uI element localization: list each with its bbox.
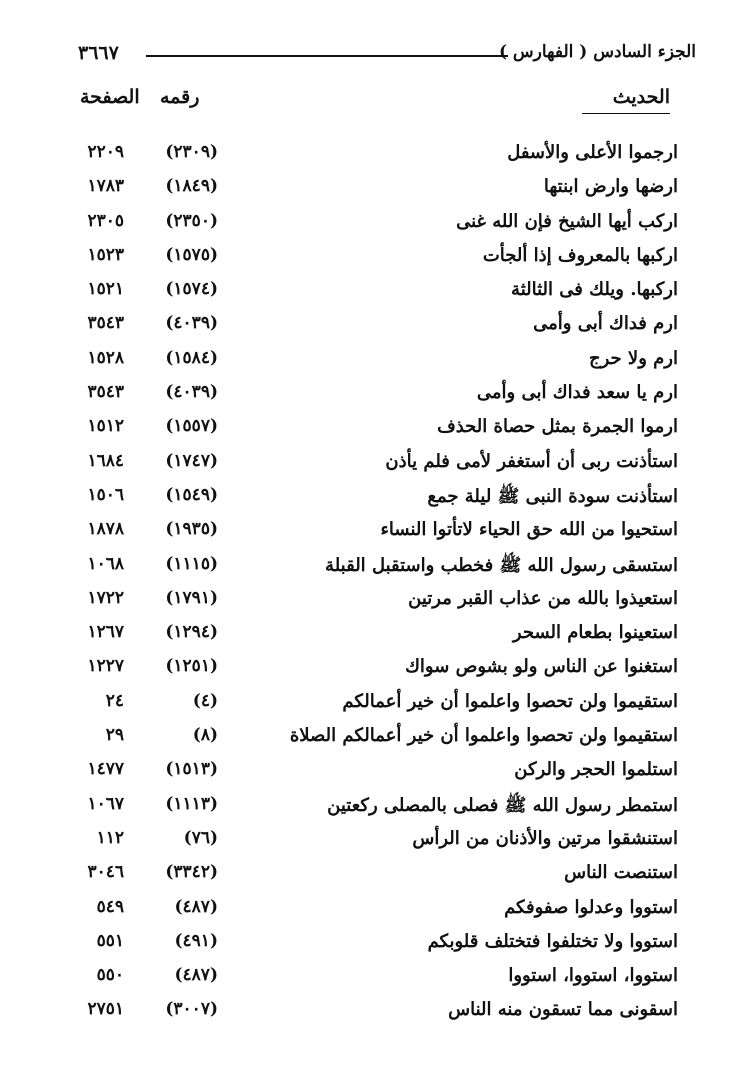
page-reference: ٥٥١ [96,930,124,951]
hadith-number: (٤٩١) [174,930,218,951]
page-reference: ١٥٢٨ [87,347,124,368]
hadith-text: ارموا الجمرة بمثل حصاة الحذف [437,416,678,438]
hadith-number: (١٩٣٥) [165,519,218,540]
hadith-text: استعينوا بطعام السحر [512,622,678,644]
page-reference: ٢٢٠٩ [87,142,124,162]
hadith-text: اركبها. ويلك فى الثالثة [511,279,678,301]
index-entry-row [0,584,754,618]
index-entry-row [0,447,754,481]
volume-title: الجزء السادس ( الفهارس ) [498,42,696,62]
column-heading-page: الصفحة [80,86,140,108]
hadith-number: (١٥٤٩) [165,484,218,505]
index-entry-row [0,721,754,755]
hadith-number: (١٥٥٧) [165,416,218,437]
hadith-text: استنصت الناس [564,862,678,884]
page-number: ٣٦٦٧ [78,42,119,64]
index-entry-row [0,652,754,686]
hadith-number: (٤) [192,690,218,711]
hadith-text: استغنوا عن الناس ولو بشوص سواك [405,656,678,678]
index-entry-row [0,687,754,721]
index-entry-row [0,893,754,927]
index-entry-row [0,207,754,241]
hadith-number: (٧٦) [183,827,218,848]
hadith-number: (٤٠٣٩) [165,382,218,403]
index-entry-row [0,961,754,995]
hadith-number: (١١١٥) [165,553,218,574]
header-rule [146,55,508,57]
hadith-text: ارم ولا حرج [588,347,678,369]
hadith-number: (٤٠٣٩) [165,313,218,334]
hadith-text: استووا ولا تختلفوا فتختلف قلوبكم [427,930,678,952]
page-reference: ١٤٧٧ [87,759,124,780]
hadith-text: اركب أيها الشيخ فإن الله غنى [456,210,678,232]
hadith-number: (٢٣٠٩) [165,142,218,162]
page-reference: ٣٠٤٦ [87,862,124,883]
hadith-number: (١٧٤٧) [165,450,218,471]
index-entry-row [0,618,754,652]
hadith-text: استسقى رسول الله ﷺ فخطب واستقبل القبلة [325,554,678,576]
index-entries [0,138,754,1030]
index-entry-row [0,344,754,378]
hadith-text: ارم فداك أبى وأمى [533,313,678,335]
hadith-number: (١٥٧٥) [165,244,218,265]
hadith-text: استقيموا ولن تحصوا واعلموا أن خير أعمالكم [342,690,678,712]
index-entry-row [0,755,754,789]
index-entry-row [0,995,754,1029]
index-entry-row [0,927,754,961]
hadith-text: استأذنت ربى أن أستغفر لأمى فلم يأذن [385,450,678,472]
hadith-number: (١٨٤٩) [165,176,218,197]
index-entry-row [0,309,754,343]
hadith-text: ارضها وارض ابنتها [543,176,678,198]
hadith-text: استأذنت سودة النبى ﷺ ليلة جمع [427,485,678,507]
hadith-number: (١١١٣) [165,793,218,814]
page-reference: ١٧٨٣ [87,176,124,197]
hadith-text: استقيموا ولن تحصوا واعلموا أن خير أعمالكم الصلاة [289,725,678,747]
index-entry-row [0,241,754,275]
column-heading-number: رقمه [160,86,200,108]
page-reference: ١٥٢١ [87,279,124,300]
index-entry-row [0,412,754,446]
index-entry-row [0,824,754,858]
page-reference: ١٧٢٢ [87,587,124,608]
running-header [78,42,696,70]
page-reference: ٣٥٤٣ [87,382,124,403]
page-reference: ٣٥٤٣ [87,313,124,334]
hadith-number: (٤٨٧) [174,965,218,986]
page-reference: ١٢٦٧ [87,622,124,643]
page-reference: ١٢٢٧ [87,656,124,677]
page-reference: ١٥٢٣ [87,244,124,265]
hadith-text: استمطر رسول الله ﷺ فصلى بالمصلى ركعتين [327,794,678,816]
hadith-number: (١٥١٣) [165,759,218,780]
page-reference: ٥٤٩ [96,896,124,917]
page-reference: ١٥١٢ [87,416,124,437]
hadith-text: استعيذوا بالله من عذاب القبر مرتين [408,587,678,609]
page-reference: ١٠٦٧ [87,793,124,814]
index-entry-row [0,172,754,206]
hadith-text: اركبها بالمعروف إذا ألجأت [482,244,678,266]
hadith-number: (٣٣٤٢) [165,862,218,883]
index-entry-row [0,275,754,309]
hadith-number: (١٧٩١) [165,587,218,608]
hadith-number: (١٥٧٤) [165,279,218,300]
hadith-number: (٢٣٥٠) [165,210,218,231]
index-entry-row [0,481,754,515]
page-reference: ١٠٦٨ [87,553,124,574]
hadith-number: (١٢٩٤) [165,622,218,643]
hadith-text: اسقونى مما تسقون منه الناس [448,999,678,1021]
page-reference: ٢٣٠٥ [87,210,124,231]
hadith-text: استحيوا من الله حق الحياء لاتأتوا النساء [380,519,678,541]
page-reference: ٢٩ [105,725,124,746]
hadith-number: (١٥٨٤) [165,347,218,368]
hadith-number: (٨) [192,725,218,746]
page-reference: ١١٢ [96,827,124,848]
heading-underline [582,113,670,114]
index-entry-row [0,138,754,172]
index-entry-row [0,550,754,584]
hadith-text: ارجموا الأعلى والأسفل [507,142,678,163]
page-reference: ٢٧٥١ [87,999,124,1020]
hadith-text: ارم يا سعد فداك أبى وأمى [476,382,678,404]
column-heading-hadith: الحديث [612,86,670,108]
page-reference: ١٨٧٨ [87,519,124,540]
page-reference: ٥٥٠ [96,965,124,986]
hadith-number: (٣٠٠٧) [165,999,218,1020]
hadith-number: (١٢٥١) [165,656,218,677]
index-entry-row [0,515,754,549]
page-reference: ١٦٨٤ [87,450,124,471]
hadith-text: استووا، استووا، استووا [508,965,678,987]
index-entry-row [0,858,754,892]
page-reference: ١٥٠٦ [87,484,124,505]
hadith-text: استلموا الحجر والركن [514,759,678,781]
hadith-number: (٤٨٧) [174,896,218,917]
index-entry-row [0,378,754,412]
hadith-text: استنشقوا مرتين والأذنان من الرأس [412,827,678,849]
index-entry-row [0,790,754,824]
page-reference: ٢٤ [105,690,124,711]
hadith-text: استووا وعدلوا صفوفكم [504,896,678,918]
